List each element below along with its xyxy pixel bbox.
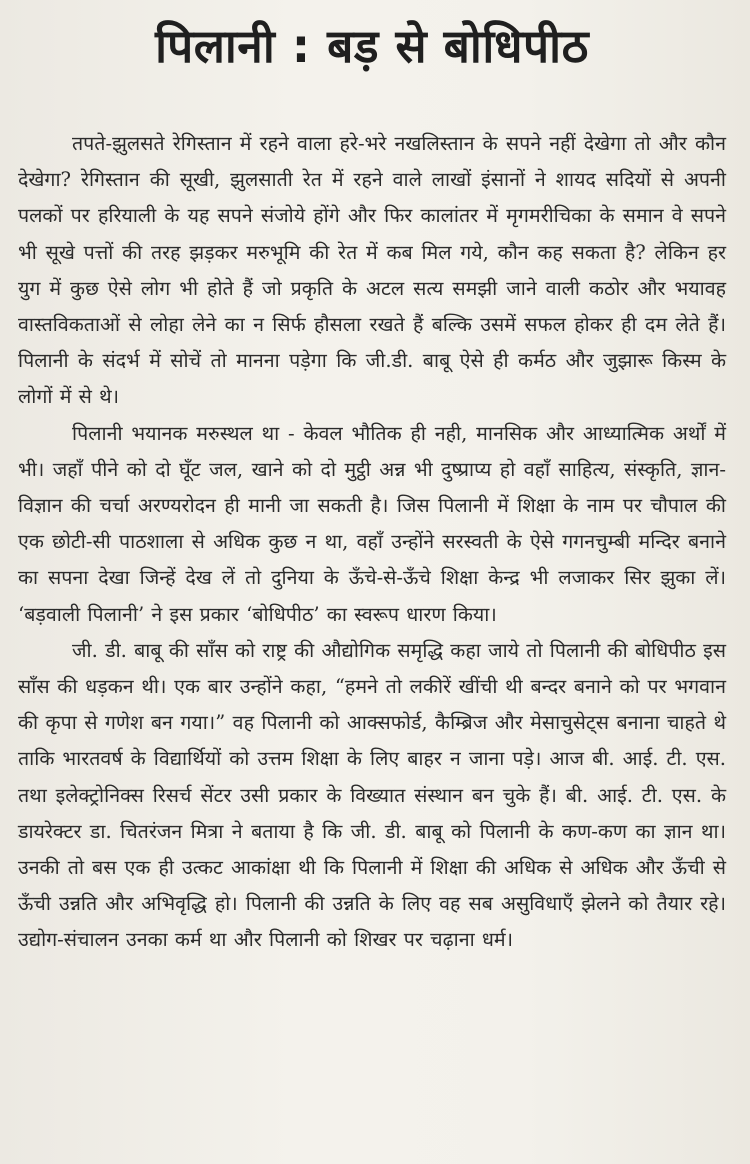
paragraph-3: जी. डी. बाबू की साँस को राष्ट्र की औद्योगिक समृद्धि कहा जाये तो पिलानी की बोधिपीठ इस साँस की धड़कन थी। एक बार उन्होंने कहा, “हमने तो लकीरें खींची थी बन्दर बनाने को पर भगवान की कृपा से गणेश बन गया।” वह पिलानी को आक्सफोर्ड, कैम्ब्रिज और मेसाचुसेट्स बनाना चाहते थे ताकि भारतवर्ष के विद्यार्थियों को उत्तम शिक्षा के लिए बाहर न जाना पड़े। आज बी. आई. टी. एस. तथा इलेक्ट्रोनिक्स रिसर्च सेंटर उसी प्रकार के विख्यात संस्थान बन चुके हैं। बी. आई. टी. एस. के डायरेक्टर डा. चितरंजन मित्रा ने बताया है कि जी. डी. बाबू को पिलानी के कण-कण का ज्ञान था। उनकी तो बस एक ही उत्कट आकांक्षा थी कि पिलानी में शिक्षा की अधिक से अधिक और ऊँची से ऊँची उन्नति और अभिवृद्धि हो। पिलानी की उन्नति के लिए वह सब असुविधाएँ झेलने को तैयार रहे। उद्योग-संचालन उनका कर्म था और पिलानी को शिखर पर चढ़ाना धर्म।	[18, 638, 726, 952]
paragraph-1: तपते-झुलसते रेगिस्तान में रहने वाला हरे-भरे नखलिस्तान के सपने नहीं देखेगा तो और कौन देखेगा? रेगिस्तान की सूखी, झुलसाती रेत में रहने वाले लाखों इंसानों ने शायद सदियों से अपनी पलकों पर हरियाली के यह सपने संजोये होंगे और फिर कालांतर में मृगमरीचिका के समान वे सपने भी सूखे पत्तों की तरह झड़कर मरुभूमि की रेत में कब मिल गये, कौन कह सकता है? लेकिन हर युग में कुछ ऐसे लोग भी होते हैं जो प्रकृति के अटल सत्य समझी जाने वाली कठोर और भयावह वास्तविकताओं से लोहा लेने का न सिर्फ हौसला रखते हैं बल्कि उसमें सफल होकर ही दम लेते हैं। पिलानी के संदर्भ में सोचें तो मानना पड़ेगा कि जी.डी. बाबू ऐसे ही कर्मठ और जुझारू किस्म के लोगों में से थे।	[18, 132, 726, 409]
page-title: पिलानी : बड़ से बोधिपीठ	[155, 19, 589, 73]
body-text	[18, 126, 726, 959]
paragraph-2: पिलानी भयानक मरुस्थल था - केवल भौतिक ही नही, मानसिक और आध्यात्मिक अर्थों में भी। जहाँ पीने को दो घूँट जल, खाने को दो मुट्ठी अन्न भी दुष्प्राप्य हो वहाँ साहित्य, संस्कृति, ज्ञान-विज्ञान की चर्चा अरण्यरोदन ही मानी जा सकती है। जिस पिलानी में शिक्षा के नाम पर चौपाल की एक छोटी-सी पाठशाला से अधिक कुछ न था, वहाँ उन्होंने सरस्वती के ऐसे गगनचुम्बी मन्दिर बनाने का सपना देखा जिन्हें देख लें तो दुनिया के ऊँचे-से-ऊँचे शिक्षा केन्द्र भी लजाकर सिर झुका लें। ‘बड़वाली पिलानी’ ने इस प्रकार ‘बोधिपीठ’ का स्वरूप धारण किया।	[18, 421, 726, 626]
